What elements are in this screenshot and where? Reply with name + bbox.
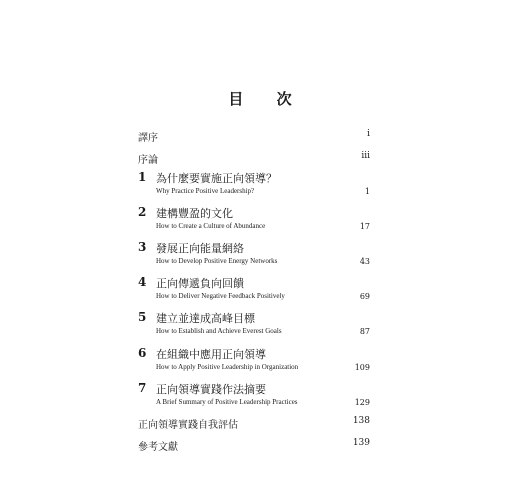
chapter-title-zh: 正向傳遞負向回饋 [156,277,244,290]
chapter-title-en: Why Practice Positive Leadership? [156,187,255,195]
chapter-title-zh: 正向領導實踐作法摘要 [156,383,266,396]
chapter-title-zh: 建構豐盈的文化 [156,207,233,220]
toc-title: 目 次 [228,90,306,108]
entry-label: 譯序 [138,133,158,144]
chapter-page: 43 [359,257,370,266]
chapter-number: 1 [138,170,147,184]
entry-page: i [367,129,370,139]
chapter-page: 87 [359,327,370,336]
entry-page: 139 [352,438,370,448]
entry-label: 正向領導實踐自我評估 [138,420,238,431]
chapter-page: 69 [359,292,370,301]
chapter-page: 129 [354,398,370,407]
chapter-page: 17 [359,222,370,231]
chapter-title-en: How to Establish and Achieve Everest Goals [156,327,282,335]
chapter-title-zh: 為什麼要實施正向領導？ [156,172,277,185]
chapter-title-zh: 發展正向能量網絡 [156,242,244,255]
chapter-title-en: How to Create a Culture of Abundance [156,222,266,230]
chapter-title-en: How to Deliver Negative Feedback Positively [156,292,285,300]
entry-label: 序論 [138,155,158,166]
chapter-page: 1 [364,187,370,196]
entry-page: 138 [352,416,370,426]
chapter-number: 2 [138,205,147,219]
chapter-title-en: How to Develop Positive Energy Networks [156,257,278,265]
chapter-title-en: How to Apply Positive Leadership in Organization [156,363,299,371]
chapter-number: 3 [138,240,147,254]
chapter-title-zh: 建立並達成高峰目標 [156,312,255,325]
chapter-title-en: A Brief Summary of Positive Leadership Practices [156,398,298,406]
chapter-number: 6 [138,346,147,360]
chapter-number: 7 [138,381,147,395]
entry-label: 參考文獻 [138,442,178,453]
chapter-page: 109 [354,363,370,372]
chapter-number: 4 [138,275,147,289]
chapter-title-zh: 在組織中應用正向領導 [156,348,266,361]
entry-page: iii [361,151,370,161]
chapter-number: 5 [138,310,147,324]
